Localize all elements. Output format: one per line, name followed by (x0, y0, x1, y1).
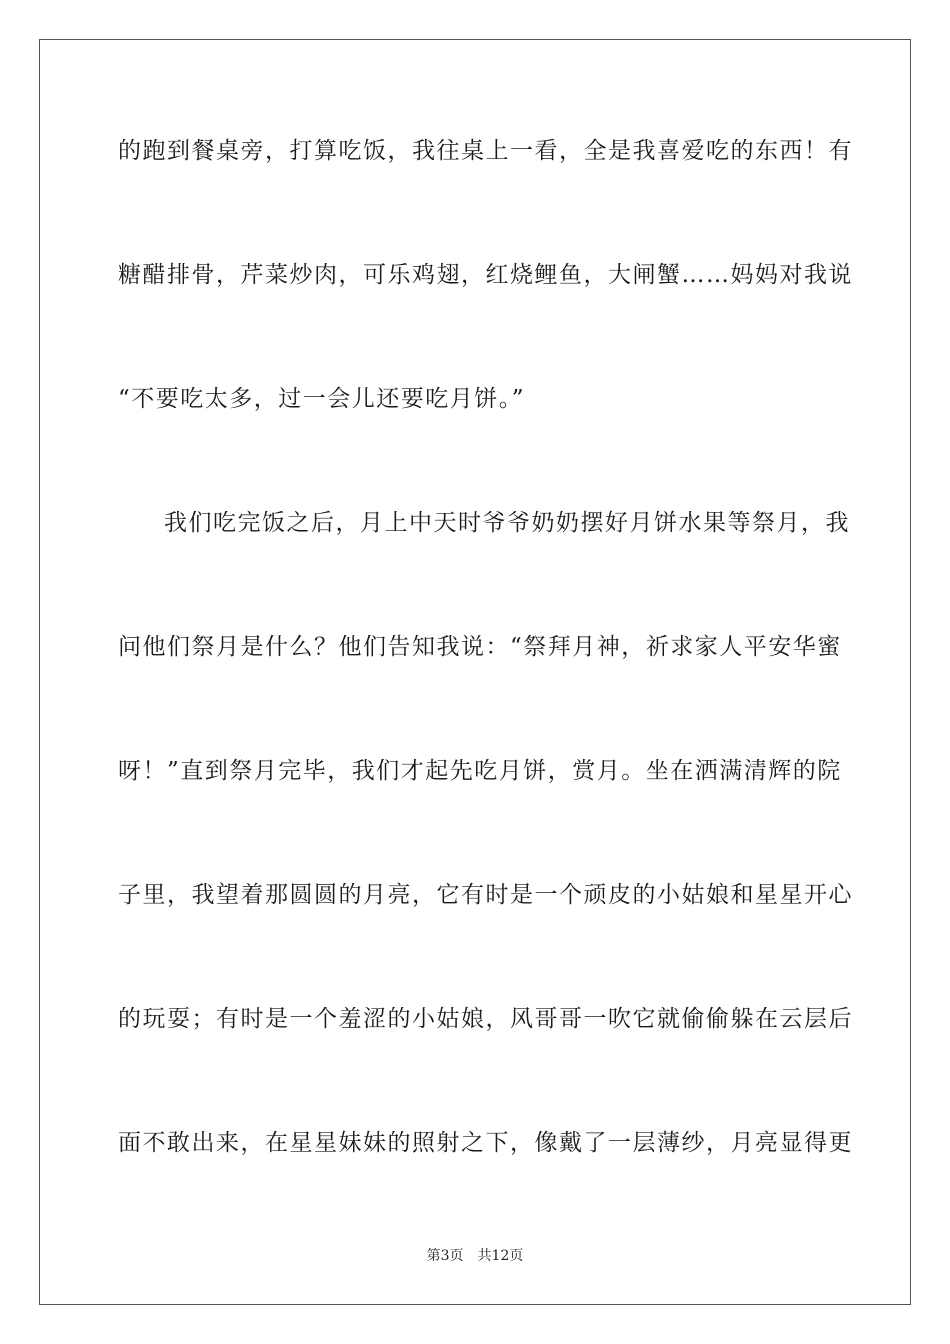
text-line: 面不敢出来，在星星妹妹的照射之下，像戴了一层薄纱，月亮显得更 (118, 1130, 853, 1156)
text-line: “不要吃太多，过一会儿还要吃月饼。” (118, 386, 526, 412)
page-footer (0, 1245, 950, 1265)
text-line: 的玩耍；有时是一个羞涩的小姑娘，风哥哥一吹它就偷偷躲在云层后 (118, 1006, 853, 1032)
text-line: 我们吃完饭之后，月上中天时爷爷奶奶摆好月饼水果等祭月，我 (164, 510, 850, 536)
text-line: 呀！”直到祭月完毕，我们才起先吃月饼，赏月。坐在洒满清辉的院 (118, 758, 842, 784)
page-number: 第3页 (426, 1248, 464, 1264)
document-body (118, 126, 853, 1242)
page-total: 共12页 (477, 1248, 524, 1264)
text-line: 的跑到餐桌旁，打算吃饭，我往桌上一看，全是我喜爱吃的东西！有 (118, 138, 853, 164)
text-line: 子里，我望着那圆圆的月亮，它有时是一个顽皮的小姑娘和星星开心 (118, 882, 853, 908)
text-line: 糖醋排骨，芹菜炒肉，可乐鸡翅，红烧鲤鱼，大闸蟹……妈妈对我说 (118, 262, 853, 288)
text-line: 问他们祭月是什么？他们告知我说：“祭拜月神，祈求家人平安华蜜 (118, 634, 842, 660)
